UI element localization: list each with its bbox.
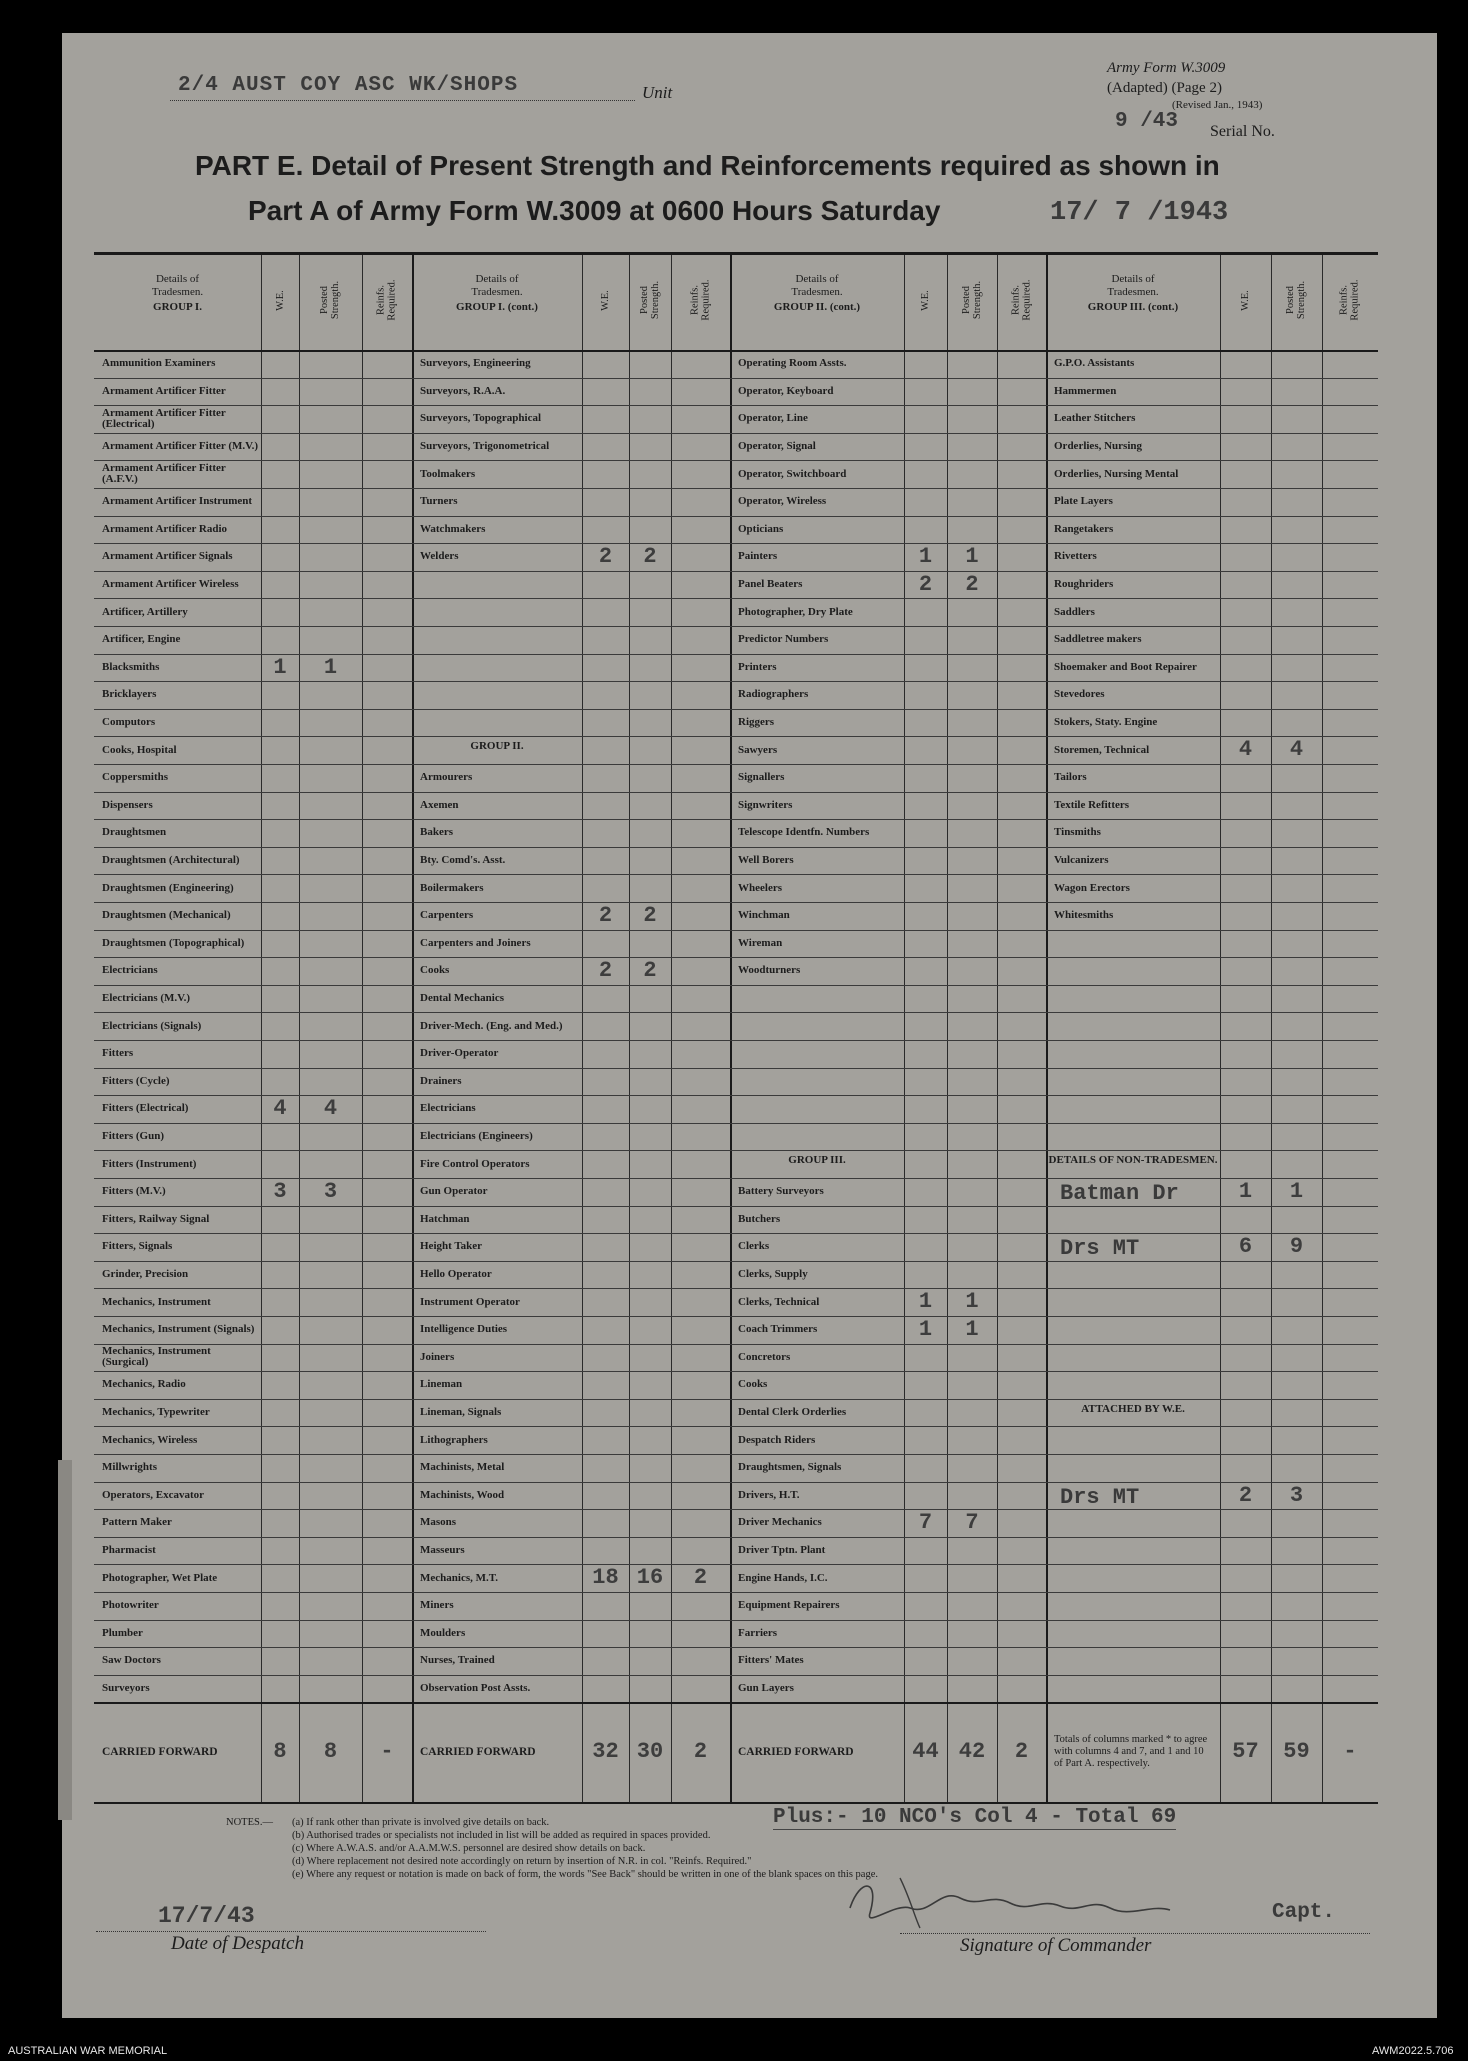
trade-label: Operator, Switchboard — [738, 467, 847, 480]
strength-value-posted: 4 — [1289, 737, 1304, 763]
trade-label: Mechanics, Wireless — [102, 1433, 198, 1446]
trade-label: Cooks — [420, 964, 450, 977]
non-tradesman-entry: Drs MT — [1060, 1484, 1140, 1510]
row-rule — [94, 1592, 1378, 1593]
trade-label: Draughtsmen — [102, 826, 167, 839]
strength-value-we: 2 — [1238, 1482, 1253, 1508]
strength-value-we: 4 — [273, 1096, 287, 1122]
strength-value-posted: 4 — [323, 1096, 338, 1122]
trade-label: Fire Control Operators — [420, 1157, 530, 1170]
strength-value-we: 6 — [1238, 1234, 1253, 1260]
trade-label: Electricians (Engineers) — [420, 1130, 533, 1143]
trade-label: Roughriders — [1054, 578, 1114, 591]
non-tradesman-entry: Drs MT — [1060, 1236, 1140, 1262]
trade-label: Electricians (M.V.) — [102, 992, 191, 1005]
trade-label: Tailors — [1054, 771, 1087, 784]
trade-label: Farriers — [738, 1626, 778, 1639]
trade-label: Mechanics, Typewriter — [102, 1406, 210, 1419]
carried-value-we: 32 — [592, 1739, 619, 1765]
row-rule — [94, 1150, 1378, 1151]
carried-value-reinfs: 2 — [693, 1739, 708, 1765]
column-header-reinfs: Reinfs. Required. — [376, 279, 398, 321]
trade-label: Watchmakers — [420, 522, 486, 535]
trade-label: Leather Stitchers — [1054, 412, 1136, 425]
strength-value-posted: 1 — [965, 1289, 979, 1315]
trade-label: Moulders — [420, 1626, 466, 1639]
strength-value-posted: 7 — [965, 1510, 979, 1536]
trade-label: Fitters (Electrical) — [102, 1102, 189, 1115]
commander-rank: Capt. — [1272, 1901, 1336, 1924]
strength-value-posted: 1 — [323, 654, 338, 680]
trade-label: Grinder, Precision — [102, 1268, 189, 1281]
signature-label: Signature of Commander — [960, 1935, 1152, 1956]
trade-label: Armourers — [420, 771, 473, 784]
trade-label: Gun Operator — [420, 1185, 488, 1198]
row-rule — [94, 1482, 1378, 1483]
trade-label: Well Borers — [738, 854, 794, 867]
carried-forward-label: CARRIED FORWARD — [420, 1745, 536, 1758]
trade-label: Nurses, Trained — [420, 1654, 495, 1667]
page-title-line2: Part A of Army Form W.3009 at 0600 Hours Saturday — [248, 195, 941, 226]
trade-label: Bricklayers — [102, 688, 157, 701]
trade-label: Lineman — [420, 1378, 463, 1391]
trade-label: Armament Artificer Fitter (Electrical) — [102, 406, 226, 430]
trade-label: G.P.O. Assistants — [1054, 357, 1135, 370]
strength-value-we: 2 — [598, 544, 613, 570]
row-rule — [94, 930, 1378, 931]
carried-value-posted: 8 — [323, 1739, 338, 1765]
row-rule — [94, 1233, 1378, 1234]
trade-label: Whitesmiths — [1054, 909, 1114, 922]
trade-label: Storemen, Technical — [1054, 743, 1150, 756]
trade-label: Armament Artificer Fitter (A.F.V.) — [102, 462, 226, 486]
trade-label: Dental Mechanics — [420, 992, 505, 1005]
trade-label: Predictor Numbers — [738, 633, 829, 646]
trade-label: Surveyors, R.A.A. — [420, 384, 506, 397]
trade-label: Hello Operator — [420, 1268, 492, 1281]
row-rule — [94, 1123, 1378, 1124]
column-header-posted: Posted Strength. — [961, 280, 983, 320]
notes-label: NOTES.— — [226, 1817, 273, 1828]
signature-line — [900, 1933, 1370, 1934]
trade-label: Armament Artificer Wireless — [102, 578, 239, 591]
trade-label: Pharmacist — [102, 1544, 156, 1557]
trade-label: Fitters (Gun) — [102, 1130, 165, 1143]
trade-label: Instrument Operator — [420, 1295, 520, 1308]
strength-value-we: 2 — [598, 903, 613, 928]
form-number: Army Form W.3009 — [1107, 60, 1226, 76]
row-rule — [94, 1206, 1378, 1207]
despatch-label: Date of Despatch — [171, 1933, 304, 1954]
form-adapted: (Adapted) (Page 2) — [1107, 80, 1222, 96]
carried-value-reinfs: - — [1343, 1739, 1357, 1765]
column-header-details: Details of Tradesmen. GROUP II. (cont.) — [773, 273, 861, 313]
group-heading: ATTACHED BY W.E. — [1081, 1402, 1185, 1415]
trade-label: Armament Artificer Radio — [102, 522, 228, 535]
trade-label: Bakers — [420, 826, 453, 839]
note-a: (a) If rank other than private is involved give details on back. — [292, 1817, 550, 1828]
trade-label: Electricians — [420, 1102, 476, 1115]
trade-label: Operator, Line — [738, 412, 808, 425]
trade-label: Vulcanizers — [1054, 854, 1109, 867]
trade-label: Dental Clerk Orderlies — [738, 1406, 847, 1419]
trade-label: Operator, Wireless — [738, 495, 827, 508]
trade-label: Machinists, Wood — [420, 1488, 505, 1501]
page-title-line1: PART E. Detail of Present Strength and Reinforcements required as shown in — [195, 150, 1220, 181]
trade-label: Clerks, Supply — [738, 1268, 808, 1281]
trade-label: Fitters, Signals — [102, 1240, 173, 1253]
trade-label: Plate Layers — [1054, 495, 1113, 508]
trade-label: Orderlies, Nursing Mental — [1054, 467, 1179, 480]
note-c: (c) Where A.W.A.S. and/or A.A.M.W.S. personnel are desired show details on back. — [292, 1843, 646, 1854]
strength-value-reinfs: 2 — [693, 1565, 708, 1591]
strength-value-posted: 2 — [643, 544, 657, 570]
strength-value-posted: 3 — [323, 1179, 338, 1204]
trade-label: Operators, Excavator — [102, 1488, 205, 1501]
strength-value-we: 1 — [918, 1289, 933, 1315]
trade-label: Armament Artificer Instrument — [102, 495, 253, 508]
trade-label: Lineman, Signals — [420, 1406, 502, 1419]
trade-label: Millwrights — [102, 1461, 157, 1474]
trade-label: Saddletree makers — [1054, 633, 1142, 646]
trade-label: Rivetters — [1054, 550, 1097, 563]
trade-label: Fitters (Instrument) — [102, 1157, 197, 1170]
trade-label: Ammunition Examiners — [102, 357, 216, 370]
trade-label: Pattern Maker — [102, 1516, 172, 1529]
carried-value-reinfs: - — [380, 1739, 394, 1765]
torn-edge — [58, 1460, 72, 1820]
trade-label: Panel Beaters — [738, 578, 803, 591]
trade-label: Rangetakers — [1054, 522, 1114, 535]
trade-label: Lithographers — [420, 1433, 488, 1446]
trade-label: Orderlies, Nursing — [1054, 440, 1142, 453]
trade-label: Stokers, Staty. Engine — [1054, 716, 1158, 729]
trade-label: Turners — [420, 495, 458, 508]
trade-label: Draughtsmen (Mechanical) — [102, 909, 231, 922]
trade-label: Riggers — [738, 716, 775, 729]
row-rule — [94, 1454, 1378, 1455]
trade-label: Fitters — [102, 1047, 134, 1060]
trade-label: Hammermen — [1054, 384, 1117, 397]
trade-label: Blacksmiths — [102, 660, 160, 673]
trade-label: Mechanics, Instrument — [102, 1295, 211, 1308]
strength-value-we: 1 — [918, 544, 933, 570]
carried-value-we: 57 — [1232, 1739, 1259, 1765]
plus-note: Plus:- 10 NCO's Col 4 - Total 69 — [773, 1806, 1177, 1829]
row-rule — [94, 1288, 1378, 1289]
non-tradesman-entry: Batman Dr — [1060, 1181, 1179, 1206]
strength-value-posted: 1 — [1289, 1179, 1304, 1204]
serial-value: 9 /43 — [1115, 110, 1179, 133]
trade-label: Butchers — [738, 1212, 781, 1225]
column-header-details: Details of Tradesmen. GROUP I. — [151, 273, 204, 313]
trade-label: Plumber — [102, 1626, 143, 1639]
trade-label: Drainers — [420, 1074, 462, 1087]
trade-label: Textile Refitters — [1054, 798, 1130, 811]
trade-label: Wheelers — [738, 881, 782, 894]
trade-label: Boilermakers — [420, 881, 484, 894]
trade-label: Surveyors, Trigonometrical — [420, 440, 550, 453]
trade-label: Coach Trimmers — [738, 1323, 818, 1336]
trade-label: Driver-Operator — [420, 1047, 499, 1060]
row-rule — [94, 1675, 1378, 1676]
trade-label: Equipment Repairers — [738, 1599, 840, 1612]
row-rule — [94, 1564, 1378, 1565]
row-rule — [94, 1399, 1378, 1400]
trade-label: Cooks, Hospital — [102, 743, 177, 756]
trade-label: Cooks — [738, 1378, 768, 1391]
trade-label: Clerks, Technical — [738, 1295, 820, 1308]
trade-label: Concretors — [738, 1350, 791, 1363]
strength-table — [94, 252, 1378, 1804]
trade-label: Drivers, H.T. — [738, 1488, 800, 1501]
trade-label: Artificer, Artillery — [102, 605, 188, 618]
trade-label: Height Taker — [420, 1240, 483, 1253]
trade-label: Draughtsmen (Engineering) — [102, 881, 234, 894]
trade-label: Electricians (Signals) — [102, 1019, 202, 1032]
trade-label: Computors — [102, 716, 156, 729]
row-rule — [94, 1537, 1378, 1538]
column-header-details: Details of Tradesmen. GROUP I. (cont.) — [456, 273, 538, 313]
trade-label: Shoemaker and Boot Repairer — [1054, 660, 1197, 673]
trade-label: Photographer, Wet Plate — [102, 1571, 218, 1584]
carried-value-posted: 59 — [1283, 1739, 1310, 1765]
strength-value-we: 18 — [592, 1565, 619, 1591]
row-rule — [94, 1316, 1378, 1317]
trade-label: Engine Hands, I.C. — [738, 1571, 828, 1584]
trade-label: Sawyers — [738, 743, 778, 756]
trade-label: Stevedores — [1054, 688, 1105, 701]
trade-label: Photographer, Dry Plate — [738, 605, 853, 618]
carried-value-reinfs: 2 — [1014, 1739, 1029, 1765]
trade-label: Armament Artificer Fitter (M.V.) — [102, 440, 259, 453]
group-heading: GROUP II. — [470, 740, 524, 753]
trade-label: Saddlers — [1054, 605, 1095, 618]
unit-label: Unit — [642, 83, 673, 102]
trade-label: Fitters' Mates — [738, 1654, 804, 1667]
trade-label: Surveyors — [102, 1682, 150, 1695]
strength-value-posted: 2 — [965, 571, 979, 597]
totals-note: Totals of columns marked * to agree with columns 4 and 7, and 1 and 10 of Part A. respectively. — [1054, 1734, 1208, 1770]
trade-label: Joiners — [420, 1350, 455, 1363]
column-header-reinfs: Reinfs. Required. — [1339, 279, 1361, 321]
carried-forward-label: CARRIED FORWARD — [738, 1745, 854, 1758]
trade-label: Operating Room Assts. — [738, 357, 847, 370]
strength-value-posted: 1 — [965, 544, 979, 570]
note-d: (d) Where replacement not desired note accordingly on return by insertion of N.R. in col. "Reinfs. Required." — [292, 1856, 752, 1867]
trade-label: Draughtsmen, Signals — [738, 1461, 842, 1474]
row-rule — [94, 1371, 1378, 1372]
row-rule — [94, 985, 1378, 986]
trade-label: Armament Artificer Signals — [102, 550, 233, 563]
trade-label: Driver Mechanics — [738, 1516, 822, 1529]
trade-label: Axemen — [420, 798, 459, 811]
unit-underline — [170, 100, 635, 101]
trade-label: Wagon Erectors — [1054, 881, 1130, 894]
trade-label: Operator, Keyboard — [738, 384, 834, 397]
trade-label: Electricians — [102, 964, 158, 977]
despatch-line — [96, 1931, 486, 1932]
trade-label: Surveyors, Topographical — [420, 412, 542, 425]
trade-label: Opticians — [738, 522, 784, 535]
row-rule — [94, 1426, 1378, 1427]
strength-value-we: 2 — [918, 571, 933, 597]
strength-value-we: 3 — [273, 1179, 287, 1204]
report-date: 17/ 7 /1943 — [1050, 198, 1229, 228]
trade-label: Observation Post Assts. — [420, 1682, 531, 1695]
trade-label: Telescope Identfn. Numbers — [738, 826, 870, 839]
carried-value-posted: 42 — [958, 1739, 986, 1765]
trade-label: Dispensers — [102, 798, 153, 811]
trade-label: Radiographers — [738, 688, 809, 701]
row-rule — [94, 957, 1378, 958]
row-rule — [94, 1647, 1378, 1648]
row-rule — [94, 1344, 1378, 1345]
column-header-we: W.E. — [1240, 289, 1251, 311]
trade-label: Driver Tptn. Plant — [738, 1544, 826, 1557]
trade-label: Battery Surveyors — [738, 1185, 824, 1198]
note-b: (b) Authorised trades or specialists not included in list will be added as required in spaces provided. — [292, 1830, 711, 1841]
trade-label: Masons — [420, 1516, 457, 1529]
row-rule — [94, 1012, 1378, 1013]
strength-value-posted: 2 — [643, 958, 657, 984]
row-rule — [94, 1040, 1378, 1041]
trade-label: Despatch Riders — [738, 1433, 816, 1446]
unit-value: 2/4 AUST COY ASC WK/SHOPS — [178, 74, 519, 97]
trade-label: Printers — [738, 660, 777, 673]
trade-label: Clerks — [738, 1240, 770, 1253]
trade-label: Surveyors, Engineering — [420, 357, 531, 370]
carried-value-posted: 30 — [636, 1739, 664, 1765]
trade-label: Gun Layers — [738, 1682, 794, 1695]
trade-label: Welders — [420, 550, 459, 563]
trade-label: Carpenters and Joiners — [420, 936, 531, 949]
trade-label: Mechanics, M.T. — [420, 1571, 499, 1584]
trade-label: Winchman — [738, 909, 790, 922]
trade-label: Hatchman — [420, 1212, 470, 1225]
watermark-right: AWM2022.5.706 — [1372, 2045, 1454, 2057]
trade-label: Operator, Signal — [738, 440, 816, 453]
trade-label: Intelligence Duties — [420, 1323, 508, 1336]
trade-label: Fitters (M.V.) — [102, 1185, 166, 1198]
strength-value-we: 1 — [273, 654, 287, 680]
commander-signature — [840, 1868, 1220, 1938]
trade-label: Carpenters — [420, 909, 474, 922]
trade-label: Saw Doctors — [102, 1654, 161, 1667]
form-revised: (Revised Jan., 1943) — [1172, 99, 1263, 111]
trade-label: Woodturners — [738, 964, 801, 977]
strength-value-we: 4 — [1238, 737, 1253, 763]
trade-label: Coppersmiths — [102, 771, 169, 784]
trade-label: Fitters (Cycle) — [102, 1074, 170, 1087]
trade-label: Machinists, Metal — [420, 1461, 505, 1474]
trade-label: Fitters, Railway Signal — [102, 1212, 210, 1225]
column-header-we: W.E. — [274, 289, 286, 311]
strength-value-we: 2 — [598, 958, 613, 984]
trade-label: Armament Artificer Fitter — [102, 384, 226, 397]
column-header-reinfs: Reinfs. Required. — [689, 279, 712, 321]
strength-value-posted: 3 — [1289, 1482, 1304, 1508]
carried-value-we: 8 — [273, 1739, 287, 1765]
strength-value-we: 1 — [918, 1317, 933, 1342]
trade-label: Tinsmiths — [1054, 826, 1101, 839]
trade-label: Signwriters — [738, 798, 793, 811]
group-heading: DETAILS OF NON-TRADESMEN. — [1048, 1154, 1218, 1167]
trade-label: Mechanics, Instrument (Surgical) — [102, 1345, 211, 1369]
carried-value-we: 44 — [912, 1739, 939, 1765]
carried-forward-label: CARRIED FORWARD — [102, 1745, 218, 1758]
strength-value-posted: 16 — [636, 1565, 664, 1591]
row-rule — [94, 1620, 1378, 1621]
trade-label: Toolmakers — [420, 467, 476, 480]
trade-label: Mechanics, Radio — [102, 1378, 186, 1391]
trade-label: Signallers — [738, 771, 785, 784]
strength-value-posted: 2 — [643, 903, 657, 928]
trade-label: Painters — [738, 550, 778, 563]
trade-label: Draughtsmen (Topographical) — [102, 936, 245, 949]
column-header-reinfs: Reinfs. Required. — [1010, 279, 1033, 321]
strength-value-posted: 9 — [1289, 1234, 1304, 1260]
row-rule — [94, 1509, 1378, 1510]
serial-label: Serial No. — [1210, 123, 1275, 140]
trade-label: Photowriter — [102, 1599, 159, 1612]
row-rule — [94, 1068, 1378, 1069]
group-heading: GROUP III. — [788, 1154, 846, 1167]
strength-value-we: 7 — [918, 1510, 933, 1536]
column-header-posted: Posted Strength. — [319, 280, 342, 320]
watermark-left: AUSTRALIAN WAR MEMORIAL — [8, 2045, 168, 2057]
trade-label: Masseurs — [420, 1544, 465, 1557]
trade-label: Bty. Comd's. Asst. — [420, 854, 506, 867]
despatch-date: 17/7/43 — [158, 1903, 255, 1929]
note-e: (e) Where any request or notation is made on back of form, the words "See Back" should be written in one of the blank spaces on this page. — [292, 1869, 879, 1880]
strength-value-we: 1 — [1238, 1179, 1253, 1204]
trade-label: Mechanics, Instrument (Signals) — [102, 1323, 255, 1336]
trade-label: Wireman — [738, 936, 783, 949]
row-rule — [94, 1261, 1378, 1262]
trade-label: Miners — [420, 1599, 454, 1612]
column-header-posted: Posted Strength. — [639, 280, 661, 320]
column-header-we: W.E. — [600, 289, 611, 311]
column-header-details: Details of Tradesmen. GROUP III. (cont.) — [1087, 273, 1179, 313]
column-header-we: W.E. — [920, 289, 931, 311]
trade-label: Artificer, Engine — [102, 633, 181, 646]
strength-value-posted: 1 — [965, 1317, 979, 1342]
column-header-posted: Posted Strength. — [1285, 280, 1308, 320]
trade-label: Draughtsmen (Architectural) — [102, 854, 240, 867]
trade-label: Driver-Mech. (Eng. and Med.) — [420, 1019, 563, 1032]
